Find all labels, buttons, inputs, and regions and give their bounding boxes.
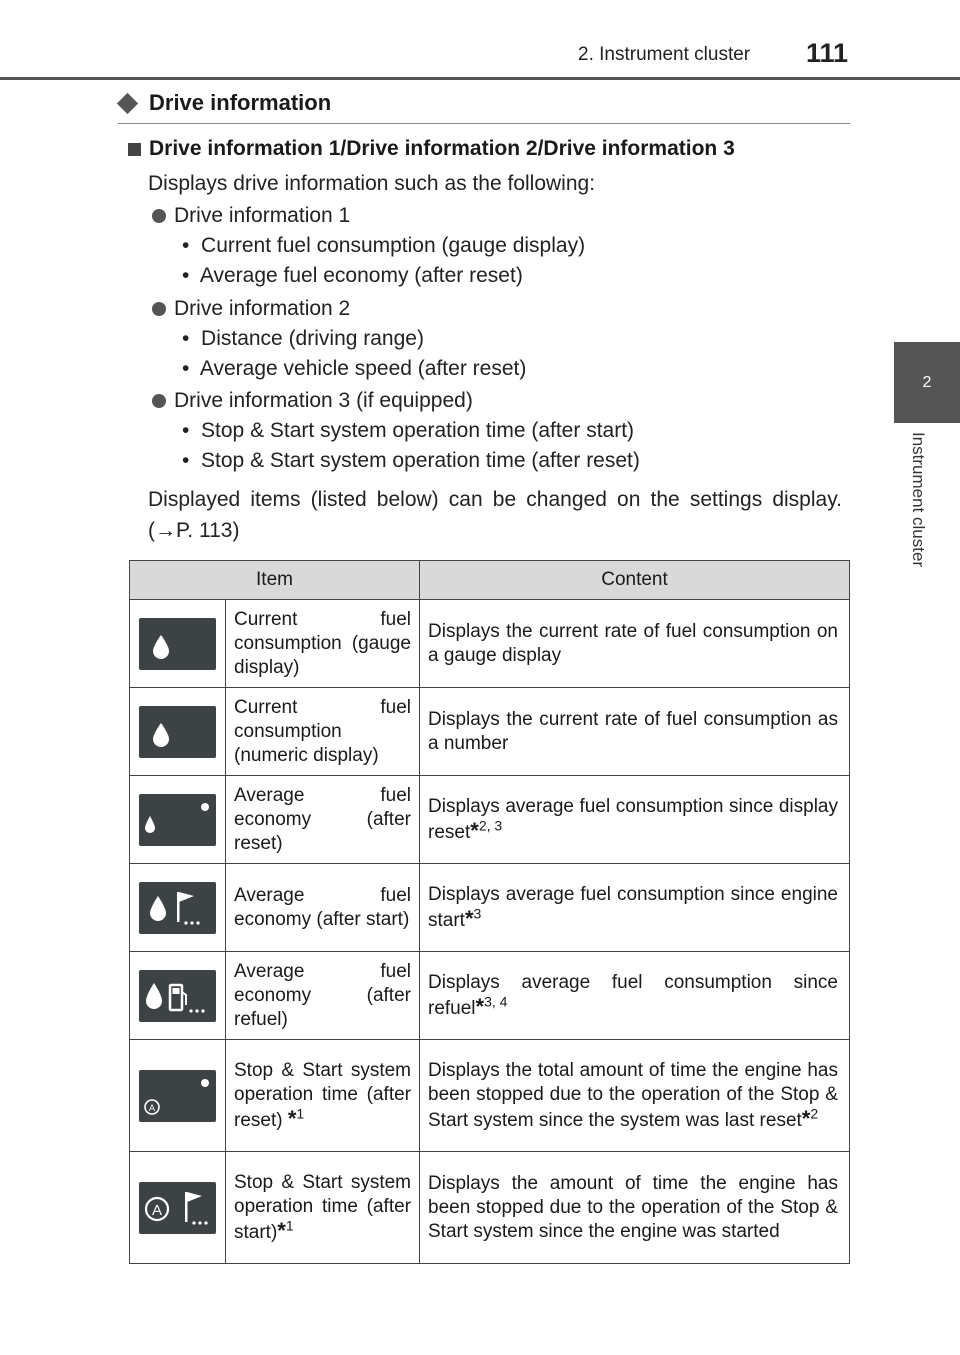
table-row bbox=[130, 688, 850, 776]
footnote-star: * bbox=[287, 1105, 297, 1131]
list-item: • Average fuel economy (after reset) bbox=[182, 264, 523, 287]
content-text: Displays average fuel consumption since engine start bbox=[428, 883, 838, 931]
stop-start-reset-icon bbox=[139, 1070, 216, 1122]
subsection-heading bbox=[128, 137, 735, 161]
fuel-drop-flag-icon bbox=[139, 882, 216, 934]
page-number: 111 bbox=[806, 38, 849, 68]
list-item-text: Current fuel consumption (gauge display) bbox=[201, 234, 586, 257]
header-divider bbox=[0, 77, 960, 80]
list-item-text: Average vehicle speed (after reset) bbox=[199, 357, 527, 380]
list-item: • Stop & Start system operation time (after start) bbox=[182, 419, 635, 442]
footnote-star: * bbox=[277, 1217, 286, 1243]
group-title: Drive information 3 (if equipped) bbox=[174, 389, 473, 412]
drive-info-table bbox=[129, 560, 850, 1264]
item-cell: Average fuel economy (after start) bbox=[226, 864, 420, 952]
header-section-title: 2. Instrument cluster bbox=[578, 44, 751, 65]
chapter-tab[interactable]: 2 bbox=[894, 342, 960, 423]
table-row bbox=[130, 864, 850, 952]
group-heading bbox=[152, 204, 350, 228]
section-heading-text: Drive information bbox=[149, 90, 332, 115]
section-divider bbox=[118, 123, 850, 124]
icon-cell bbox=[130, 1152, 226, 1264]
footnote-ref: 1 bbox=[285, 1217, 294, 1234]
footnote-ref: 1 bbox=[296, 1105, 305, 1122]
item-text: Stop & Start system operation time (after start) bbox=[234, 1171, 411, 1243]
content-cell: Displays the current rate of fuel consumption on a gauge display bbox=[420, 600, 850, 688]
list-item: • Current fuel consumption (gauge display) bbox=[182, 234, 586, 257]
svg-text:A: A bbox=[148, 1102, 156, 1113]
list-item: • Distance (driving range) bbox=[182, 327, 424, 350]
group-heading bbox=[152, 297, 350, 321]
list-item-text: Stop & Start system operation time (after start) bbox=[201, 419, 635, 442]
icon-cell bbox=[130, 1040, 226, 1152]
table-row bbox=[130, 600, 850, 688]
content-cell bbox=[420, 776, 850, 864]
group-title: Drive information 1 bbox=[174, 204, 351, 227]
stop-start-flag-icon bbox=[139, 1182, 216, 1234]
item-cell bbox=[226, 1040, 420, 1152]
content-cell bbox=[420, 864, 850, 952]
content-text: Displays average fuel consumption since refuel bbox=[428, 971, 838, 1019]
fuel-drop-pump-icon bbox=[139, 970, 216, 1022]
table-row bbox=[130, 1040, 850, 1152]
table-row bbox=[130, 776, 850, 864]
chapter-tab-label: Instrument cluster bbox=[909, 432, 928, 568]
diamond-bullet-icon bbox=[117, 92, 138, 113]
content-text: Displays average fuel consumption since display reset bbox=[428, 795, 838, 843]
settings-note: Displayed items (listed below) can be changed on the settings display. (→P. 113) bbox=[148, 488, 842, 542]
icon-cell bbox=[130, 864, 226, 952]
content-cell bbox=[420, 1040, 850, 1152]
column-header-content: Content bbox=[420, 561, 850, 600]
icon-cell bbox=[130, 776, 226, 864]
intro-text: Displays drive information such as the following: bbox=[148, 172, 596, 195]
item-cell: Average fuel economy (after refuel) bbox=[226, 952, 420, 1040]
column-header-item: Item bbox=[130, 561, 420, 600]
footnote-ref: 2, 3 bbox=[478, 817, 503, 834]
circle-bullet-icon bbox=[152, 302, 166, 316]
content-cell bbox=[420, 952, 850, 1040]
subsection-heading-text: Drive information 1/Drive information 2/Drive information 3 bbox=[149, 137, 735, 160]
list-item-text: Stop & Start system operation time (after reset) bbox=[201, 449, 640, 472]
item-text: Stop & Start system operation time (after reset) bbox=[234, 1059, 411, 1131]
footnote-star: * bbox=[475, 993, 485, 1019]
item-cell bbox=[226, 1152, 420, 1264]
content-text: Displays the total amount of time the engine has been stopped due to the operation of the Stop & Start system since the system was last reset bbox=[428, 1059, 838, 1131]
circle-bullet-icon bbox=[152, 394, 166, 408]
footnote-ref: 2 bbox=[810, 1105, 819, 1122]
item-cell: Current fuel consumption (gauge display) bbox=[226, 600, 420, 688]
group-title: Drive information 2 bbox=[174, 297, 351, 320]
svg-text:A: A bbox=[151, 1201, 163, 1219]
list-item-text: Average fuel economy (after reset) bbox=[199, 264, 523, 287]
list-item: • Average vehicle speed (after reset) bbox=[182, 357, 527, 380]
content-cell: Displays the amount of time the engine has been stopped due to the operation of the Stop & Start system since the engine was started bbox=[420, 1152, 850, 1264]
circle-bullet-icon bbox=[152, 209, 166, 223]
list-item-text: Distance (driving range) bbox=[201, 327, 424, 350]
section-heading bbox=[118, 90, 331, 116]
fuel-drop-gauge-icon bbox=[139, 618, 216, 670]
item-cell: Average fuel economy (after reset) bbox=[226, 776, 420, 864]
list-item: • Stop & Start system operation time (after reset) bbox=[182, 449, 640, 472]
group-heading bbox=[152, 389, 473, 413]
icon-cell bbox=[130, 952, 226, 1040]
footnote-ref: 3, 4 bbox=[484, 993, 508, 1010]
square-bullet-icon bbox=[128, 143, 141, 156]
content-cell: Displays the current rate of fuel consumption as a number bbox=[420, 688, 850, 776]
footnote-star: * bbox=[464, 905, 474, 931]
fuel-drop-numeric-icon bbox=[139, 706, 216, 758]
footnote-ref: 3 bbox=[473, 905, 482, 922]
footnote-star: * bbox=[470, 817, 479, 843]
table-row bbox=[130, 952, 850, 1040]
fuel-drop-reset-icon bbox=[139, 794, 216, 846]
icon-cell bbox=[130, 600, 226, 688]
table-header-row bbox=[130, 561, 850, 600]
icon-cell bbox=[130, 688, 226, 776]
footnote-star: * bbox=[801, 1105, 811, 1131]
item-cell: Current fuel consumption (numeric display) bbox=[226, 688, 420, 776]
table-row bbox=[130, 1152, 850, 1264]
